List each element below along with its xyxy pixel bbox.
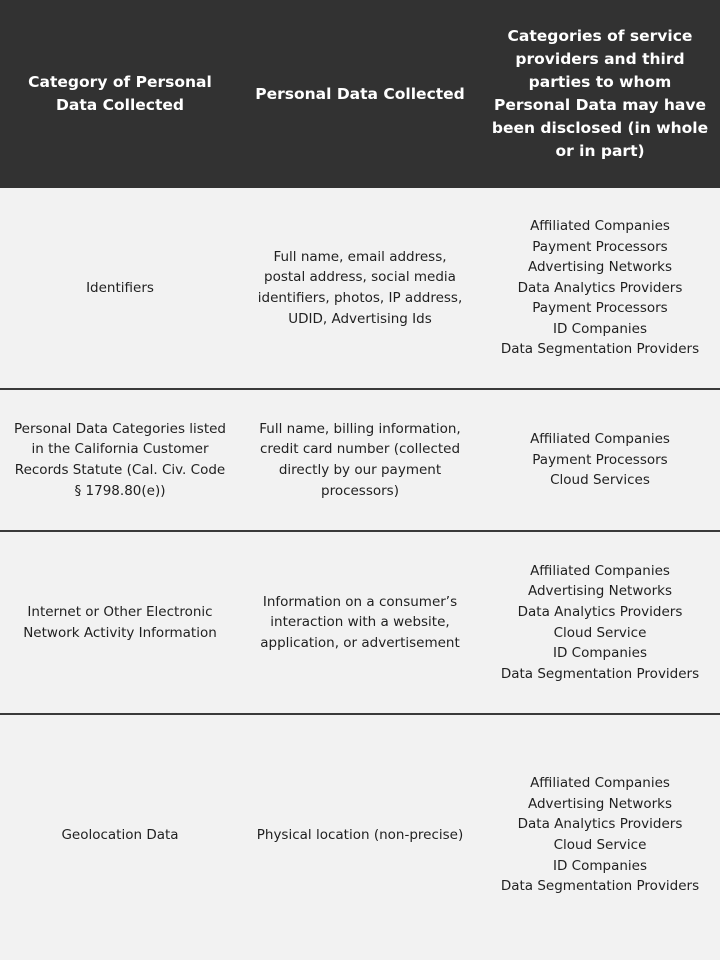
table-row	[0, 389, 720, 531]
header-data-collected: Personal Data Collected	[255, 84, 465, 103]
recipient-item: Advertising Networks	[527, 795, 673, 812]
recipient-item: ID Companies	[553, 645, 647, 662]
cell-recipients	[480, 714, 720, 955]
cell-category: Internet or Other Electronic Network Activity Information	[0, 531, 240, 714]
header-recipients: Categories of service providers and third parties to whom Personal Data may have been disclosed (in whole or in part)	[491, 27, 709, 160]
cell-category: Geolocation Data	[61, 826, 179, 843]
recipient-item: Data Analytics Providers	[517, 816, 683, 833]
cell-data-collected: Full name, email address, postal address, social media identifiers, photos, IP address, UDID, Advertising Ids	[240, 188, 480, 389]
table-row	[0, 714, 720, 955]
cell-data-collected: Information on a consumer’s interaction with a website, application, or advertisement	[240, 531, 480, 714]
cell-category: Identifiers	[0, 188, 240, 389]
recipient-item: Cloud Service	[553, 624, 647, 641]
recipient-item: Payment Processors	[532, 238, 668, 255]
recipient-item: Advertising Networks	[527, 583, 673, 600]
recipient-item: Data Analytics Providers	[517, 279, 683, 296]
recipient-item: Cloud Services	[550, 472, 650, 489]
recipient-item: Cloud Service	[553, 837, 647, 853]
cell-data-collected: Full name, billing information, credit card number (collected directly by our payment processors)	[240, 389, 480, 531]
table-header-row	[0, 0, 720, 188]
cell-category: Personal Data Categories listed in the California Customer Records Statute (Cal. Civ. Code § 1798.80(e))	[0, 389, 240, 531]
recipient-item: Payment Processors	[532, 300, 668, 317]
recipient-item: Affiliated Companies	[530, 217, 670, 234]
cell-recipients	[480, 389, 720, 531]
recipient-item: Data Segmentation Providers	[500, 878, 700, 895]
recipient-item: Affiliated Companies	[530, 431, 670, 448]
cell-data-collected: Physical location (non-precise)	[256, 826, 464, 843]
cell-recipients	[480, 531, 720, 714]
recipient-item: Advertising Networks	[527, 259, 673, 276]
recipient-item: Data Segmentation Providers	[500, 665, 700, 682]
header-category: Category of Personal Data Collected	[28, 73, 212, 114]
cell-recipients	[480, 188, 720, 389]
recipient-item: Affiliated Companies	[530, 775, 670, 792]
recipient-item: Data Analytics Providers	[517, 603, 683, 620]
recipient-item: ID Companies	[553, 320, 647, 337]
table-row	[0, 531, 720, 714]
table-row	[0, 188, 720, 389]
recipient-item: ID Companies	[553, 857, 647, 874]
recipient-item: Payment Processors	[532, 451, 668, 468]
recipient-item: Data Segmentation Providers	[500, 341, 700, 358]
recipient-item: Affiliated Companies	[530, 562, 670, 579]
